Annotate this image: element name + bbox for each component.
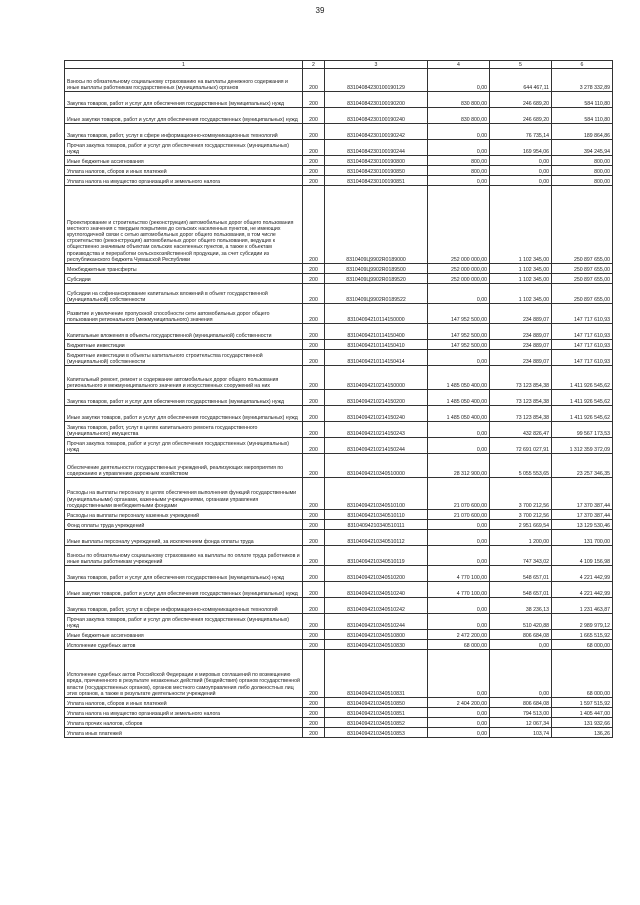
row-executed-amount: 73 123 854,38 bbox=[490, 406, 552, 422]
row-executed-amount: 548 657,01 bbox=[490, 582, 552, 598]
row-remaining-amount: 1 411 926 545,62 bbox=[552, 390, 613, 406]
row-remaining-amount: 147 717 610,93 bbox=[552, 304, 613, 324]
row-budget-code: 83104094210214150240 bbox=[325, 406, 428, 422]
row-description: Исполнение судебных актов Российской Федерации и мировых соглашений по возмещению вреда, причиненного в результате незаконных действий (бездействия) органов государственной власти (государственных органов), органов местного самоуправления либо должностных лиц этих органов, а также в результате деятельности учреждений bbox=[65, 650, 303, 698]
row-approved-amount: 0,00 bbox=[428, 284, 490, 304]
row-budget-code: 83104094210340510853 bbox=[325, 728, 428, 738]
row-remaining-amount: 1 312 359 372,09 bbox=[552, 438, 613, 454]
table-row bbox=[65, 422, 613, 438]
table-row bbox=[65, 510, 613, 520]
table-row bbox=[65, 340, 613, 350]
row-approved-amount: 0,00 bbox=[428, 520, 490, 530]
table-row bbox=[65, 124, 613, 140]
row-approved-amount: 28 312 900,00 bbox=[428, 454, 490, 478]
row-admin-code: 200 bbox=[303, 124, 325, 140]
row-approved-amount: 1 485 050 400,00 bbox=[428, 390, 490, 406]
row-budget-code: 83104084230100190242 bbox=[325, 124, 428, 140]
table-row bbox=[65, 530, 613, 546]
table-row bbox=[65, 92, 613, 108]
budget-execution-table bbox=[64, 60, 613, 738]
row-admin-code: 200 bbox=[303, 166, 325, 176]
row-budget-code: 8310409Ц9902R0189520 bbox=[325, 274, 428, 284]
row-description: Иные закупки товаров, работ и услуг для обеспечения государственных (муниципальных) нужд bbox=[65, 108, 303, 124]
row-approved-amount: 0,00 bbox=[428, 530, 490, 546]
table-row bbox=[65, 176, 613, 186]
row-budget-code: 83104094210340510831 bbox=[325, 650, 428, 698]
table-row bbox=[65, 390, 613, 406]
row-admin-code: 200 bbox=[303, 510, 325, 520]
row-approved-amount: 0,00 bbox=[428, 728, 490, 738]
row-remaining-amount: 131 932,66 bbox=[552, 718, 613, 728]
row-approved-amount: 147 952 500,00 bbox=[428, 304, 490, 324]
row-description: Капитальный ремонт, ремонт и содержание автомобильных дорог общего пользования регионального и межмуниципального значения и искусственных сооружений на них bbox=[65, 366, 303, 390]
row-remaining-amount: 584 110,80 bbox=[552, 108, 613, 124]
row-executed-amount: 510 420,88 bbox=[490, 614, 552, 630]
row-executed-amount: 747 343,02 bbox=[490, 546, 552, 566]
row-remaining-amount: 68 000,00 bbox=[552, 640, 613, 650]
row-budget-code: 83104094210340510850 bbox=[325, 698, 428, 708]
column-header-5: 5 bbox=[490, 61, 552, 69]
row-budget-code: 83104084230100190240 bbox=[325, 108, 428, 124]
row-description: Иные закупки товаров, работ и услуг для обеспечения государственных (муниципальных) нужд bbox=[65, 582, 303, 598]
row-approved-amount: 800,00 bbox=[428, 156, 490, 166]
row-budget-code: 8310409Ц9902R0189522 bbox=[325, 284, 428, 304]
row-approved-amount: 0,00 bbox=[428, 438, 490, 454]
row-admin-code: 200 bbox=[303, 640, 325, 650]
row-executed-amount: 234 889,07 bbox=[490, 304, 552, 324]
row-approved-amount: 147 952 500,00 bbox=[428, 324, 490, 340]
table-row bbox=[65, 140, 613, 156]
table-row bbox=[65, 698, 613, 708]
row-approved-amount: 800,00 bbox=[428, 166, 490, 176]
row-executed-amount: 76 735,14 bbox=[490, 124, 552, 140]
row-remaining-amount: 147 717 610,93 bbox=[552, 340, 613, 350]
row-approved-amount: 830 800,00 bbox=[428, 92, 490, 108]
row-approved-amount: 1 485 050 400,00 bbox=[428, 406, 490, 422]
row-executed-amount: 1 102 345,00 bbox=[490, 264, 552, 274]
row-executed-amount: 1 102 345,00 bbox=[490, 274, 552, 284]
row-approved-amount: 21 070 600,00 bbox=[428, 478, 490, 510]
row-admin-code: 200 bbox=[303, 650, 325, 698]
table-row bbox=[65, 166, 613, 176]
row-approved-amount: 252 000 000,00 bbox=[428, 264, 490, 274]
row-description: Исполнение судебных актов bbox=[65, 640, 303, 650]
row-remaining-amount: 2 989 979,12 bbox=[552, 614, 613, 630]
row-approved-amount: 147 952 500,00 bbox=[428, 340, 490, 350]
row-budget-code: 83104094210114150414 bbox=[325, 350, 428, 366]
row-remaining-amount: 800,00 bbox=[552, 156, 613, 166]
row-approved-amount: 0,00 bbox=[428, 546, 490, 566]
row-budget-code: 83104094210340510244 bbox=[325, 614, 428, 630]
row-executed-amount: 1 200,00 bbox=[490, 530, 552, 546]
row-remaining-amount: 1 231 463,87 bbox=[552, 598, 613, 614]
row-budget-code: 83104094210340510119 bbox=[325, 546, 428, 566]
row-approved-amount: 0,00 bbox=[428, 350, 490, 366]
row-approved-amount: 252 000 000,00 bbox=[428, 186, 490, 264]
row-remaining-amount: 1 411 926 545,62 bbox=[552, 406, 613, 422]
row-admin-code: 200 bbox=[303, 264, 325, 274]
row-remaining-amount: 1 597 515,92 bbox=[552, 698, 613, 708]
table-row bbox=[65, 350, 613, 366]
row-approved-amount: 0,00 bbox=[428, 422, 490, 438]
row-budget-code: 83104094210340510110 bbox=[325, 510, 428, 520]
row-remaining-amount: 136,26 bbox=[552, 728, 613, 738]
table-row bbox=[65, 728, 613, 738]
row-budget-code: 83104094210340510851 bbox=[325, 708, 428, 718]
row-admin-code: 200 bbox=[303, 598, 325, 614]
row-description: Межбюджетные трансферты bbox=[65, 264, 303, 274]
row-executed-amount: 0,00 bbox=[490, 176, 552, 186]
row-admin-code: 200 bbox=[303, 454, 325, 478]
row-executed-amount: 806 684,08 bbox=[490, 698, 552, 708]
row-executed-amount: 234 889,07 bbox=[490, 324, 552, 340]
row-budget-code: 8310409Ц9902R0189500 bbox=[325, 264, 428, 274]
table-row bbox=[65, 324, 613, 340]
row-approved-amount: 0,00 bbox=[428, 650, 490, 698]
row-admin-code: 200 bbox=[303, 520, 325, 530]
row-remaining-amount: 800,00 bbox=[552, 176, 613, 186]
row-admin-code: 200 bbox=[303, 406, 325, 422]
row-budget-code: 83104094210214150000 bbox=[325, 366, 428, 390]
row-budget-code: 83104094210340510240 bbox=[325, 582, 428, 598]
table-header-row bbox=[65, 61, 613, 69]
row-description: Субсидии bbox=[65, 274, 303, 284]
row-description: Бюджетные инвестиции bbox=[65, 340, 303, 350]
row-description: Закупка товаров, работ, услуг в сфере информационно-коммуникационных технологий bbox=[65, 124, 303, 140]
row-admin-code: 200 bbox=[303, 108, 325, 124]
row-executed-amount: 806 684,08 bbox=[490, 630, 552, 640]
row-budget-code: 83104084230100190129 bbox=[325, 69, 428, 92]
row-budget-code: 83104094210340510100 bbox=[325, 478, 428, 510]
row-budget-code: 83104094210340510112 bbox=[325, 530, 428, 546]
row-admin-code: 200 bbox=[303, 69, 325, 92]
row-description: Уплата иных платежей bbox=[65, 728, 303, 738]
column-header-6: 6 bbox=[552, 61, 613, 69]
row-executed-amount: 72 691 027,91 bbox=[490, 438, 552, 454]
row-budget-code: 83104094210114150400 bbox=[325, 324, 428, 340]
row-executed-amount: 1 102 345,00 bbox=[490, 284, 552, 304]
column-header-2: 2 bbox=[303, 61, 325, 69]
row-admin-code: 200 bbox=[303, 614, 325, 630]
row-approved-amount: 4 770 100,00 bbox=[428, 582, 490, 598]
table-row bbox=[65, 718, 613, 728]
row-approved-amount: 68 000,00 bbox=[428, 640, 490, 650]
row-remaining-amount: 99 567 173,53 bbox=[552, 422, 613, 438]
row-budget-code: 83104084230100190244 bbox=[325, 140, 428, 156]
row-remaining-amount: 131 700,00 bbox=[552, 530, 613, 546]
table-row bbox=[65, 520, 613, 530]
row-executed-amount: 246 689,20 bbox=[490, 108, 552, 124]
row-description: Закупка товаров, работ и услуг для обеспечения государственных (муниципальных) нужд bbox=[65, 92, 303, 108]
row-executed-amount: 3 700 212,56 bbox=[490, 510, 552, 520]
row-executed-amount: 548 657,01 bbox=[490, 566, 552, 582]
row-remaining-amount: 4 109 156,98 bbox=[552, 546, 613, 566]
row-admin-code: 200 bbox=[303, 340, 325, 350]
column-header-1: 1 bbox=[65, 61, 303, 69]
row-admin-code: 200 bbox=[303, 546, 325, 566]
row-description: Взносы по обязательному социальному страхованию на выплаты по оплате труда работников и иные выплаты работникам учреждений bbox=[65, 546, 303, 566]
row-executed-amount: 644 467,11 bbox=[490, 69, 552, 92]
row-approved-amount: 2 472 200,00 bbox=[428, 630, 490, 640]
row-budget-code: 83104094210340510830 bbox=[325, 640, 428, 650]
row-description: Проектирование и строительство (реконструкция) автомобильных дорог общего пользования местного значения с твердым покрытием до сельских населенных пунктов, не имеющих круглогодичной связи с сетью автомобильных дорог общего пользования, в том числе строительство (реконструкция) автомобильных дорог общего пользования, ведущих к общественно значимым объектам сельских населенных пунктов, а также к объектам производства и переработки сельскохозяйственной продукции, за счет субсидии из республиканского бюджета Чувашской Республики bbox=[65, 186, 303, 264]
row-executed-amount: 234 889,07 bbox=[490, 350, 552, 366]
row-description: Иные бюджетные ассигнования bbox=[65, 630, 303, 640]
row-executed-amount: 73 123 854,38 bbox=[490, 366, 552, 390]
table-row bbox=[65, 108, 613, 124]
row-description: Фонд оплаты труда учреждений bbox=[65, 520, 303, 530]
row-executed-amount: 38 236,13 bbox=[490, 598, 552, 614]
row-budget-code: 83104094210340510800 bbox=[325, 630, 428, 640]
row-description: Развитие и увеличение пропускной способности сети автомобильных дорог общего пользования регионального (межмуниципального) значения bbox=[65, 304, 303, 324]
row-budget-code: 83104084230100190800 bbox=[325, 156, 428, 166]
row-description: Закупка товаров, работ, услуг в сфере информационно-коммуникационных технологий bbox=[65, 598, 303, 614]
row-remaining-amount: 394 245,94 bbox=[552, 140, 613, 156]
row-remaining-amount: 250 897 655,00 bbox=[552, 264, 613, 274]
row-budget-code: 83104094210340510200 bbox=[325, 566, 428, 582]
page-number: 39 bbox=[315, 6, 325, 15]
row-description: Закупка товаров, работ, услуг в целях капитального ремонта государственного (муниципального) имущества bbox=[65, 422, 303, 438]
row-budget-code: 83104094210340510852 bbox=[325, 718, 428, 728]
table-row bbox=[65, 454, 613, 478]
row-remaining-amount: 17 370 387,44 bbox=[552, 478, 613, 510]
row-description: Иные выплаты персоналу учреждений, за исключением фонда оплаты труда bbox=[65, 530, 303, 546]
row-description: Прочая закупка товаров, работ и услуг для обеспечения государственных (муниципальных) нужд bbox=[65, 614, 303, 630]
row-description: Уплата налогов, сборов и иных платежей bbox=[65, 698, 303, 708]
row-admin-code: 200 bbox=[303, 140, 325, 156]
row-admin-code: 200 bbox=[303, 630, 325, 640]
row-remaining-amount: 147 717 610,93 bbox=[552, 324, 613, 340]
row-description: Уплата налога на имущество организаций и земельного налога bbox=[65, 708, 303, 718]
table-body bbox=[65, 69, 613, 738]
row-remaining-amount: 17 370 387,44 bbox=[552, 510, 613, 520]
row-approved-amount: 0,00 bbox=[428, 176, 490, 186]
row-admin-code: 200 bbox=[303, 92, 325, 108]
table-row bbox=[65, 614, 613, 630]
row-admin-code: 200 bbox=[303, 350, 325, 366]
row-remaining-amount: 13 129 530,46 bbox=[552, 520, 613, 530]
table-row bbox=[65, 156, 613, 166]
table-row bbox=[65, 304, 613, 324]
row-approved-amount: 1 485 050 400,00 bbox=[428, 366, 490, 390]
row-admin-code: 200 bbox=[303, 176, 325, 186]
table-row bbox=[65, 630, 613, 640]
row-approved-amount: 0,00 bbox=[428, 708, 490, 718]
row-budget-code: 83104084230100190200 bbox=[325, 92, 428, 108]
row-admin-code: 200 bbox=[303, 284, 325, 304]
row-approved-amount: 0,00 bbox=[428, 69, 490, 92]
row-executed-amount: 73 123 854,38 bbox=[490, 390, 552, 406]
row-description: Обеспечение деятельности государственных учреждений, реализующих мероприятия по содержанию и управлению дорожным хозяйством bbox=[65, 454, 303, 478]
table-row bbox=[65, 69, 613, 92]
row-admin-code: 200 bbox=[303, 708, 325, 718]
row-approved-amount: 4 770 100,00 bbox=[428, 566, 490, 582]
table-row bbox=[65, 582, 613, 598]
row-budget-code: 83104094210214150243 bbox=[325, 422, 428, 438]
row-remaining-amount: 68 000,00 bbox=[552, 650, 613, 698]
row-budget-code: 83104094210214150244 bbox=[325, 438, 428, 454]
row-budget-code: 83104094210114150410 bbox=[325, 340, 428, 350]
row-admin-code: 200 bbox=[303, 530, 325, 546]
row-admin-code: 200 bbox=[303, 718, 325, 728]
row-description: Капитальные вложения в объекты государственной (муниципальной) собственности bbox=[65, 324, 303, 340]
row-admin-code: 200 bbox=[303, 438, 325, 454]
row-executed-amount: 246 689,20 bbox=[490, 92, 552, 108]
row-approved-amount: 252 000 000,00 bbox=[428, 274, 490, 284]
row-remaining-amount: 250 897 655,00 bbox=[552, 186, 613, 264]
row-description: Уплата налога на имущество организаций и земельного налога bbox=[65, 176, 303, 186]
row-approved-amount: 0,00 bbox=[428, 598, 490, 614]
row-budget-code: 83104094210340510111 bbox=[325, 520, 428, 530]
row-approved-amount: 0,00 bbox=[428, 614, 490, 630]
row-executed-amount: 794 513,00 bbox=[490, 708, 552, 718]
row-description: Иные бюджетные ассигнования bbox=[65, 156, 303, 166]
row-budget-code: 83104094210340510242 bbox=[325, 598, 428, 614]
row-budget-code: 83104094210114150000 bbox=[325, 304, 428, 324]
row-executed-amount: 432 826,47 bbox=[490, 422, 552, 438]
row-admin-code: 200 bbox=[303, 478, 325, 510]
row-approved-amount: 0,00 bbox=[428, 124, 490, 140]
table-row bbox=[65, 284, 613, 304]
row-executed-amount: 0,00 bbox=[490, 650, 552, 698]
row-approved-amount: 0,00 bbox=[428, 718, 490, 728]
row-remaining-amount: 3 278 332,89 bbox=[552, 69, 613, 92]
row-remaining-amount: 4 221 442,99 bbox=[552, 582, 613, 598]
column-header-3: 3 bbox=[325, 61, 428, 69]
row-description: Взносы по обязательному социальному страхованию на выплаты денежного содержания и иные выплаты работникам государственных (муниципальных) органов bbox=[65, 69, 303, 92]
row-admin-code: 200 bbox=[303, 366, 325, 390]
table-row bbox=[65, 598, 613, 614]
table-row bbox=[65, 478, 613, 510]
row-description: Закупка товаров, работ и услуг для обеспечения государственных (муниципальных) нужд bbox=[65, 390, 303, 406]
row-admin-code: 200 bbox=[303, 274, 325, 284]
row-budget-code: 83104084230100190851 bbox=[325, 176, 428, 186]
row-executed-amount: 2 951 669,54 bbox=[490, 520, 552, 530]
row-description: Субсидии на софинансирование капитальных вложений в объект государственной (муниципальной) собственности bbox=[65, 284, 303, 304]
row-remaining-amount: 1 665 515,92 bbox=[552, 630, 613, 640]
table-row bbox=[65, 406, 613, 422]
row-remaining-amount: 1 411 926 545,62 bbox=[552, 366, 613, 390]
row-approved-amount: 2 404 200,00 bbox=[428, 698, 490, 708]
table-row bbox=[65, 438, 613, 454]
row-admin-code: 200 bbox=[303, 566, 325, 582]
table-row bbox=[65, 650, 613, 698]
row-admin-code: 200 bbox=[303, 422, 325, 438]
table-row bbox=[65, 546, 613, 566]
table-row bbox=[65, 708, 613, 718]
row-executed-amount: 12 067,34 bbox=[490, 718, 552, 728]
row-description: Уплата прочих налогов, сборов bbox=[65, 718, 303, 728]
row-remaining-amount: 250 897 655,00 bbox=[552, 274, 613, 284]
table-row bbox=[65, 186, 613, 264]
row-remaining-amount: 584 110,80 bbox=[552, 92, 613, 108]
row-remaining-amount: 147 717 610,93 bbox=[552, 350, 613, 366]
row-budget-code: 8310409Ц9902R0189000 bbox=[325, 186, 428, 264]
row-budget-code: 83104084230100190850 bbox=[325, 166, 428, 176]
row-admin-code: 200 bbox=[303, 156, 325, 166]
row-remaining-amount: 1 405 447,00 bbox=[552, 708, 613, 718]
row-executed-amount: 103,74 bbox=[490, 728, 552, 738]
row-approved-amount: 21 070 600,00 bbox=[428, 510, 490, 520]
table-row bbox=[65, 640, 613, 650]
row-executed-amount: 5 055 553,65 bbox=[490, 454, 552, 478]
row-executed-amount: 0,00 bbox=[490, 640, 552, 650]
row-admin-code: 200 bbox=[303, 698, 325, 708]
row-executed-amount: 3 700 212,56 bbox=[490, 478, 552, 510]
row-budget-code: 83104094210214150200 bbox=[325, 390, 428, 406]
row-description: Бюджетные инвестиции в объекты капитального строительства государственной (муниципальной) собственности bbox=[65, 350, 303, 366]
row-executed-amount: 1 102 345,00 bbox=[490, 186, 552, 264]
row-description: Расходы на выплаты персоналу казенных учреждений bbox=[65, 510, 303, 520]
row-description: Прочая закупка товаров, работ и услуг для обеспечения государственных (муниципальных) нужд bbox=[65, 438, 303, 454]
row-admin-code: 200 bbox=[303, 186, 325, 264]
row-executed-amount: 0,00 bbox=[490, 166, 552, 176]
row-remaining-amount: 800,00 bbox=[552, 166, 613, 176]
row-remaining-amount: 189 864,86 bbox=[552, 124, 613, 140]
row-remaining-amount: 250 897 655,00 bbox=[552, 284, 613, 304]
table-row bbox=[65, 366, 613, 390]
row-description: Прочая закупка товаров, работ и услуг для обеспечения государственных (муниципальных) нужд bbox=[65, 140, 303, 156]
row-remaining-amount: 4 221 442,99 bbox=[552, 566, 613, 582]
row-description: Расходы на выплаты персоналу в целях обеспечения выполнения функций государственными (муниципальными) органами, казенными учреждениями, органами управления государственными внебюджетными фондами bbox=[65, 478, 303, 510]
row-approved-amount: 0,00 bbox=[428, 140, 490, 156]
row-remaining-amount: 23 257 346,35 bbox=[552, 454, 613, 478]
column-header-4: 4 bbox=[428, 61, 490, 69]
row-executed-amount: 234 889,07 bbox=[490, 340, 552, 350]
row-approved-amount: 830 800,00 bbox=[428, 108, 490, 124]
table-row bbox=[65, 274, 613, 284]
row-admin-code: 200 bbox=[303, 728, 325, 738]
row-admin-code: 200 bbox=[303, 390, 325, 406]
row-budget-code: 83104094210340510000 bbox=[325, 454, 428, 478]
table-row bbox=[65, 566, 613, 582]
row-admin-code: 200 bbox=[303, 304, 325, 324]
row-admin-code: 200 bbox=[303, 324, 325, 340]
table-row bbox=[65, 264, 613, 274]
row-executed-amount: 169 954,06 bbox=[490, 140, 552, 156]
row-executed-amount: 0,00 bbox=[490, 156, 552, 166]
row-description: Закупка товаров, работ и услуг для обеспечения государственных (муниципальных) нужд bbox=[65, 566, 303, 582]
row-admin-code: 200 bbox=[303, 582, 325, 598]
row-description: Иные закупки товаров, работ и услуг для обеспечения государственных (муниципальных) нужд bbox=[65, 406, 303, 422]
row-description: Уплата налогов, сборов и иных платежей bbox=[65, 166, 303, 176]
